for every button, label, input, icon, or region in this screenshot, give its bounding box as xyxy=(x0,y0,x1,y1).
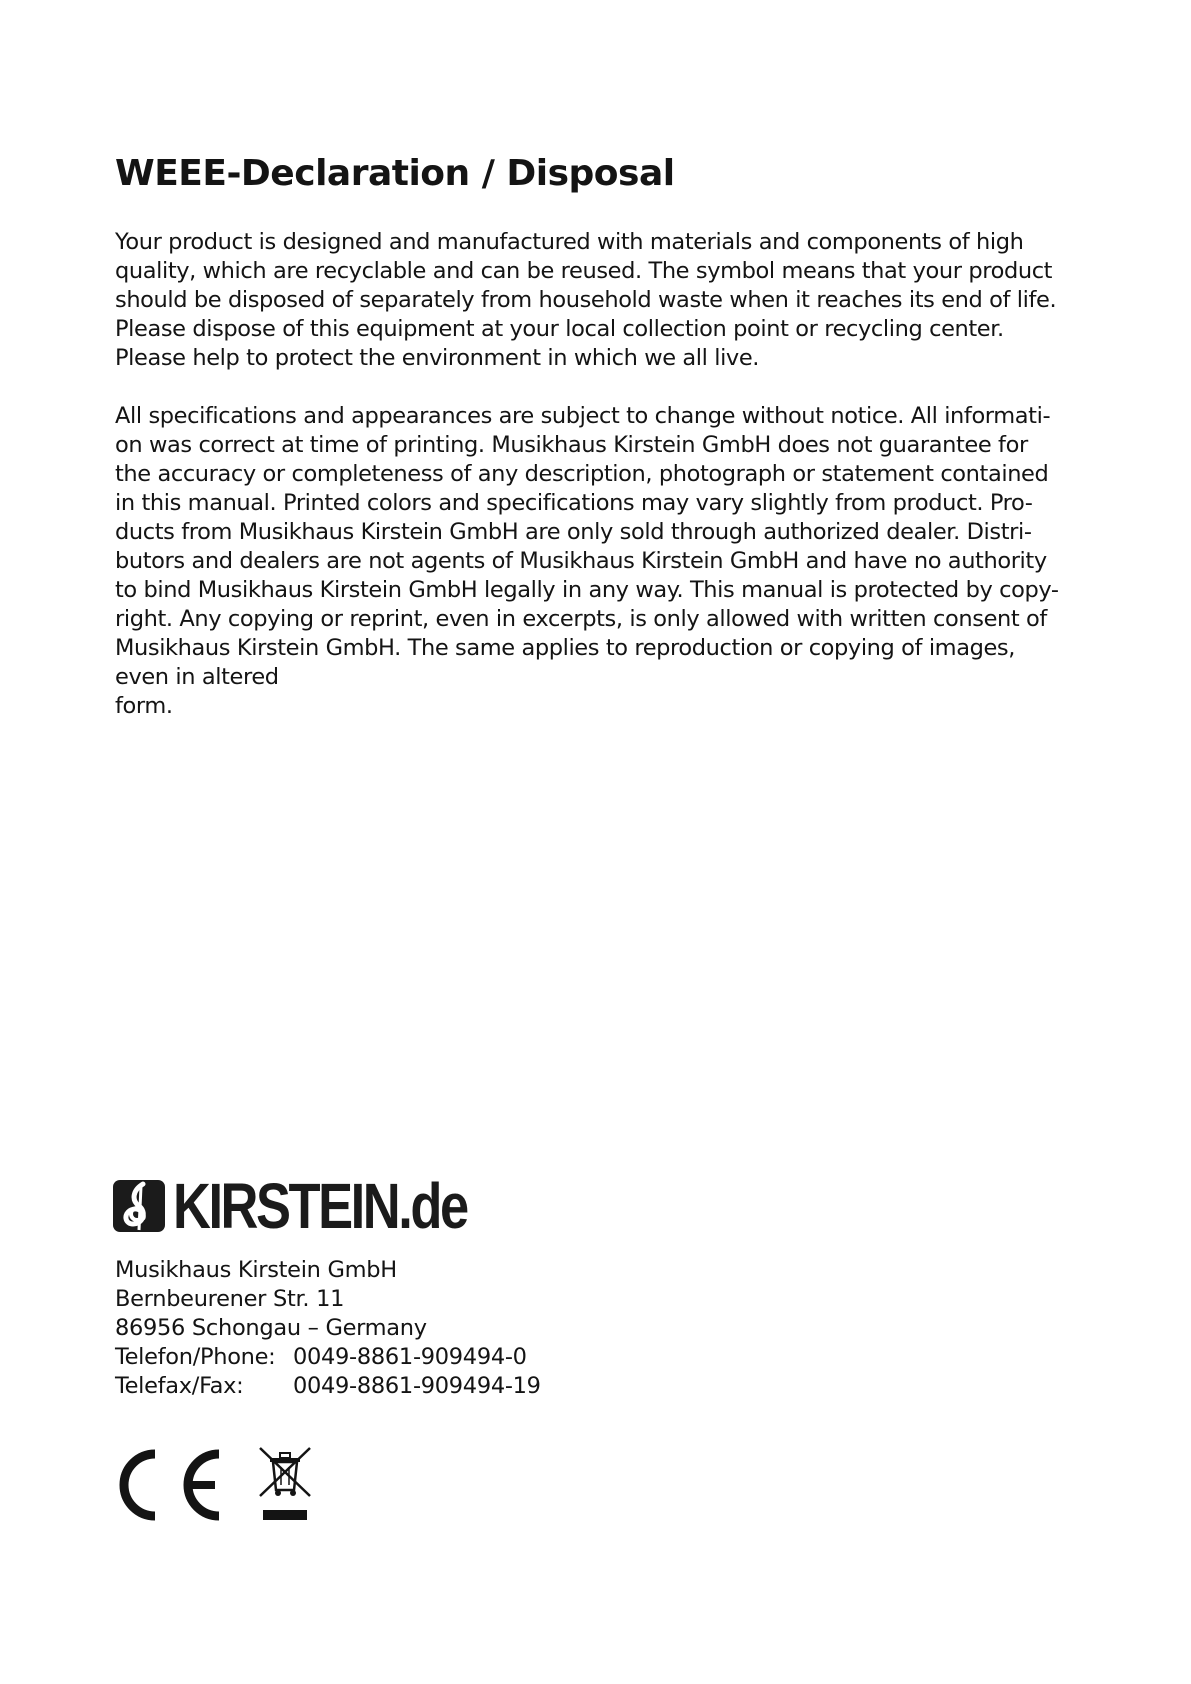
text-line: Musikhaus Kirstein GmbH. The same applies to reproduction or copying of images, xyxy=(115,635,1015,661)
text-line: Your product is designed and manufactured with materials and components of high xyxy=(115,229,1024,255)
street: Bernbeurener Str. 11 xyxy=(115,1286,345,1312)
phone-line xyxy=(115,1343,541,1372)
text-line: form. xyxy=(115,693,173,719)
text-line: should be disposed of separately from household waste when it reaches its end of life. xyxy=(115,287,1057,313)
text-line: Please dispose of this equipment at your local collection point or recycling center. xyxy=(115,316,1004,342)
disclaimer-paragraph xyxy=(115,402,1095,721)
text-line: quality, which are recyclable and can be reused. The symbol means that your product xyxy=(115,258,1053,284)
text-line: even in altered xyxy=(115,664,279,690)
treble-clef-icon xyxy=(113,1180,165,1232)
text-line: on was correct at time of printing. Musikhaus Kirstein GmbH does not guarantee for xyxy=(115,432,1028,458)
text-line: the accuracy or completeness of any description, photograph or statement contained xyxy=(115,461,1049,487)
phone-number: 0049-8861-909494-0 xyxy=(293,1344,527,1370)
city: 86956 Schongau – Germany xyxy=(115,1315,427,1341)
text-line: Please help to protect the environment in which we all live. xyxy=(115,345,760,371)
text-line: butors and dealers are not agents of Musikhaus Kirstein GmbH and have no authority xyxy=(115,548,1047,574)
kirstein-logo xyxy=(113,1170,531,1242)
text-line: All specifications and appearances are subject to change without notice. All informati- xyxy=(115,403,1051,429)
text-line: in this manual. Printed colors and specifications may vary slightly from product. Pro- xyxy=(115,490,1033,516)
fax-number: 0049-8861-909494-19 xyxy=(293,1373,541,1399)
fax-label: Telefax/Fax: xyxy=(115,1373,244,1399)
text-line: right. Any copying or reprint, even in excerpts, is only allowed with written consent of xyxy=(115,606,1047,632)
fax-line xyxy=(115,1372,541,1401)
page-title: WEEE-Declaration / Disposal xyxy=(115,153,675,194)
crossed-out-wheelie-bin-icon xyxy=(260,1448,310,1520)
disposal-paragraph xyxy=(115,228,1095,373)
compliance-marks xyxy=(113,1444,333,1536)
company-address xyxy=(115,1256,541,1401)
company-name: Musikhaus Kirstein GmbH xyxy=(115,1257,397,1283)
logo-wordmark: KIRSTEIN.de xyxy=(173,1170,467,1242)
ce-mark-icon xyxy=(124,1454,219,1516)
text-line: ducts from Musikhaus Kirstein GmbH are only sold through authorized dealer. Distri- xyxy=(115,519,1032,545)
phone-label: Telefon/Phone: xyxy=(115,1344,276,1370)
text-line: to bind Musikhaus Kirstein GmbH legally in any way. This manual is protected by copy- xyxy=(115,577,1059,603)
